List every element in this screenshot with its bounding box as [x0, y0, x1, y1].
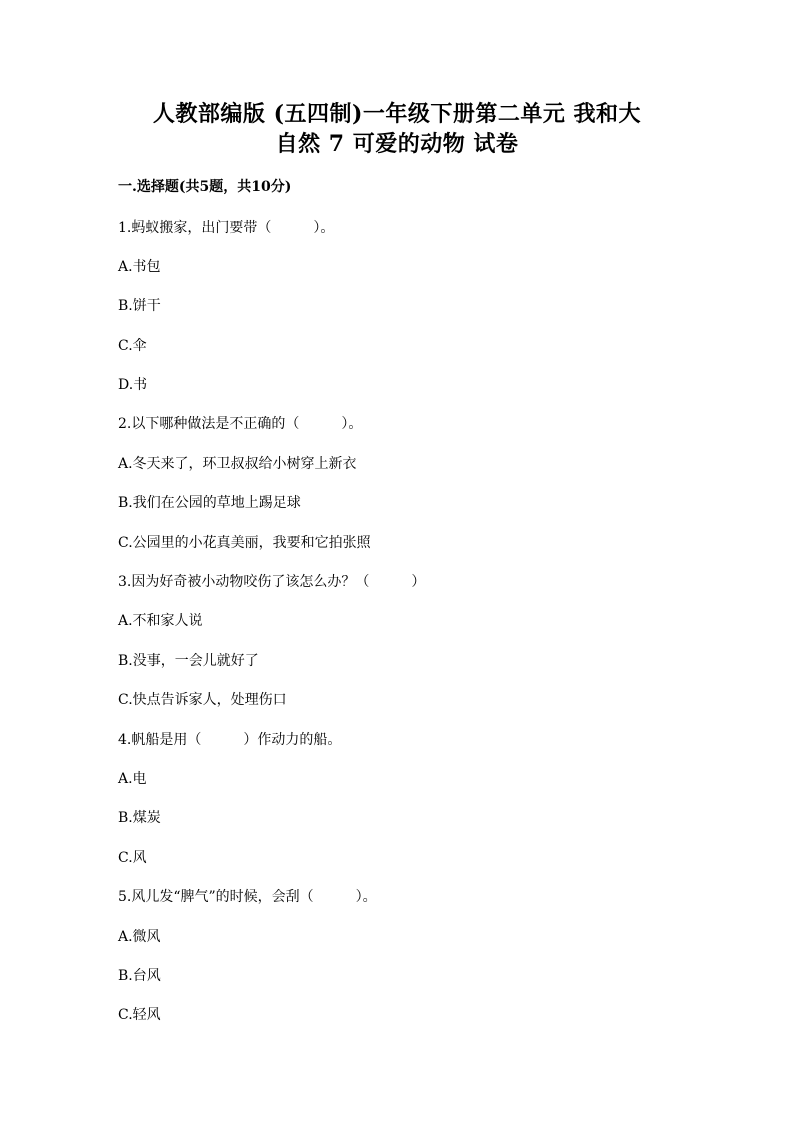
section-heading: 一.选择题(共5题，共10分) — [118, 179, 292, 195]
question-2-stem: 2.以下哪种做法是不正确的（ ）。 — [118, 416, 363, 432]
page-title-line-2: 自然 7 可爱的动物 试卷 — [275, 131, 519, 157]
question-5-option-c: C.轻风 — [118, 1007, 161, 1023]
question-5-stem: 5.风儿发“脾气”的时候，会刮（ ）。 — [118, 889, 377, 905]
page-title-line-1: 人教部编版 (五四制)一年级下册第二单元 我和大 — [152, 101, 642, 127]
question-3-option-c: C.快点告诉家人，处理伤口 — [118, 692, 287, 708]
question-4-option-a: A.电 — [118, 771, 147, 787]
question-2-option-c: C.公园里的小花真美丽，我要和它拍张照 — [118, 535, 371, 551]
question-1-option-c: C.伞 — [118, 338, 147, 354]
question-4-stem: 4.帆船是用（ ）作动力的船。 — [118, 732, 342, 748]
question-2-option-a: A.冬天来了，环卫叔叔给小树穿上新衣 — [118, 456, 357, 472]
question-4-option-c: C.风 — [118, 850, 147, 866]
question-5-option-a: A.微风 — [118, 929, 161, 945]
question-5-option-b: B.台风 — [118, 968, 161, 984]
question-3-stem: 3.因为好奇被小动物咬伤了该怎么办？（ ） — [118, 574, 426, 590]
question-1-option-b: B.饼干 — [118, 298, 161, 314]
question-1-option-d: D.书 — [118, 377, 148, 393]
question-1-option-a: A.书包 — [118, 259, 161, 275]
question-1-stem: 1.蚂蚁搬家，出门要带（ ）。 — [118, 220, 335, 236]
question-2-option-b: B.我们在公园的草地上踢足球 — [118, 495, 301, 511]
question-4-option-b: B.煤炭 — [118, 810, 161, 826]
question-3-option-b: B.没事，一会儿就好了 — [118, 653, 259, 669]
question-3-option-a: A.不和家人说 — [118, 613, 203, 629]
